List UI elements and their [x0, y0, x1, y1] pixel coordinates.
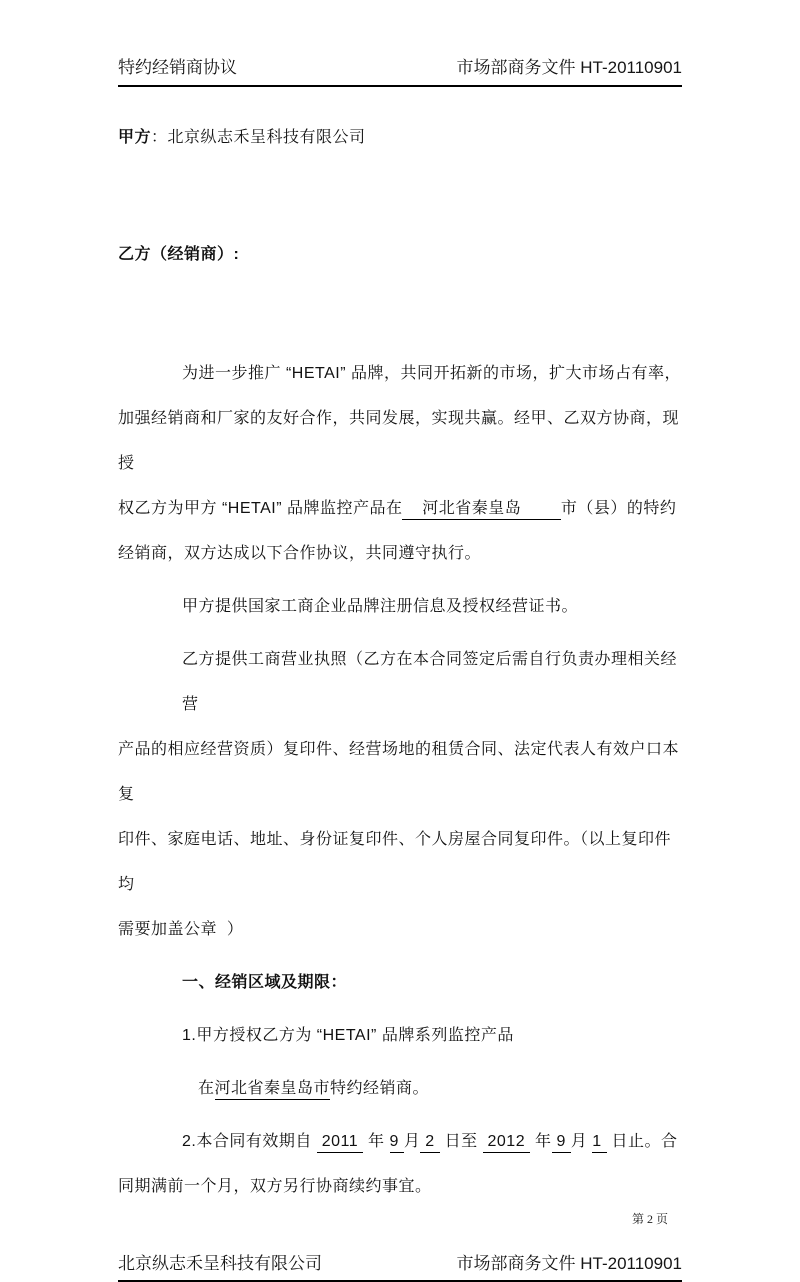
text-segment: 产品的相应经营资质）复印件、经营场地的租赁合同、法定代表人有效户口本复 [118, 741, 680, 803]
text-segment: 年 [363, 1133, 390, 1150]
underlined-blank: 9 [552, 1133, 571, 1153]
text-line [118, 1066, 682, 1111]
text-segment: 需要加盖公章 ） [118, 921, 244, 938]
paragraph-intro [118, 351, 682, 576]
text-segment: 年 [530, 1133, 552, 1150]
text-line [118, 531, 682, 576]
text-segment: 2.本合同有效期自 [182, 1133, 317, 1150]
paragraph-party-a-obligation [118, 584, 682, 629]
text-line [118, 817, 682, 907]
text-segment: 月 [403, 1133, 421, 1150]
text-segment: 为进一步推广 “HETAI” 品牌，共同开拓新的市场，扩大市场占有率， [182, 365, 681, 382]
underlined-blank: 9 [390, 1133, 404, 1153]
text-segment: 加强经销商和厂家的友好合作，共同发展，实现共赢。经甲、乙双方协商，现授 [118, 410, 680, 472]
text-segment: 同期满前一个月，双方另行协商续约事宜。 [118, 1178, 432, 1195]
text-segment: 在 [198, 1080, 215, 1097]
text-segment: ：北京纵志禾呈科技有限公司 [151, 129, 366, 146]
text-line [118, 584, 682, 629]
text-line [118, 727, 682, 817]
text-line [118, 1013, 682, 1058]
text-segment: 一、经销区域及期限： [182, 974, 348, 991]
paragraph-clause-2 [118, 1119, 682, 1209]
paragraph-section-1-heading [118, 960, 682, 1005]
text-line [118, 1119, 682, 1164]
paragraph-clause-1-region [118, 1066, 682, 1111]
text-segment: 甲方提供国家工商企业品牌注册信息及授权经营证书。 [182, 598, 579, 615]
text-segment: 印件、家庭电话、地址、身份证复印件、个人房屋合同复印件。（以上复印件均 [118, 831, 672, 893]
text-segment: 日至 [439, 1133, 483, 1150]
underlined-blank: 河北省秦皇岛 [402, 500, 560, 520]
paragraph-party-b-obligation [118, 637, 682, 952]
text-line [118, 1164, 682, 1209]
underlined-blank: 1 [592, 1133, 606, 1153]
underlined-blank: 2012 [483, 1133, 530, 1153]
party-b-line [118, 232, 682, 277]
page-footer [118, 1254, 682, 1282]
text-segment: 经销商，双方达成以下合作协议，共同遵守执行。 [118, 545, 482, 562]
text-segment: 日止。合 [606, 1133, 678, 1150]
text-line [118, 637, 682, 727]
text-segment: 市（县）的特约 [560, 500, 677, 517]
header-title: 特约经销商协议 [118, 58, 237, 77]
page-number: 第 2 页 [631, 1212, 668, 1226]
underlined-blank: 2 [420, 1133, 439, 1153]
text-segment: 月 [570, 1133, 593, 1150]
text-segment: 乙方（经销商）: [118, 246, 240, 263]
footer-doc-number: 市场部商务文件 HT-20110901 [456, 1254, 682, 1273]
text-line [118, 907, 682, 952]
text-segment: 乙方提供工商营业执照（乙方在本合同签定后需自行负责办理相关经营 [182, 651, 678, 713]
text-segment: 权乙方为甲方 “HETAI” 品牌监控产品在 [118, 500, 403, 517]
text-line [118, 351, 682, 396]
party-a-line [118, 115, 682, 160]
text-line [118, 486, 682, 531]
paragraph-clause-1 [118, 1013, 682, 1058]
text-line [118, 396, 682, 486]
text-segment: 1.甲方授权乙方为 “HETAI” 品牌系列监控产品 [182, 1027, 514, 1044]
underlined-blank: 河北省秦皇岛市 [215, 1080, 331, 1100]
footer-company: 北京纵志禾呈科技有限公司 [118, 1254, 322, 1273]
underlined-blank: 2011 [317, 1133, 363, 1153]
text-line [118, 960, 682, 1005]
header-doc-number: 市场部商务文件 HT-20110901 [456, 58, 682, 77]
text-segment: 特约经销商。 [330, 1080, 430, 1097]
page-header [118, 0, 682, 87]
document-body [0, 351, 800, 1209]
text-segment: 甲方 [118, 129, 152, 146]
